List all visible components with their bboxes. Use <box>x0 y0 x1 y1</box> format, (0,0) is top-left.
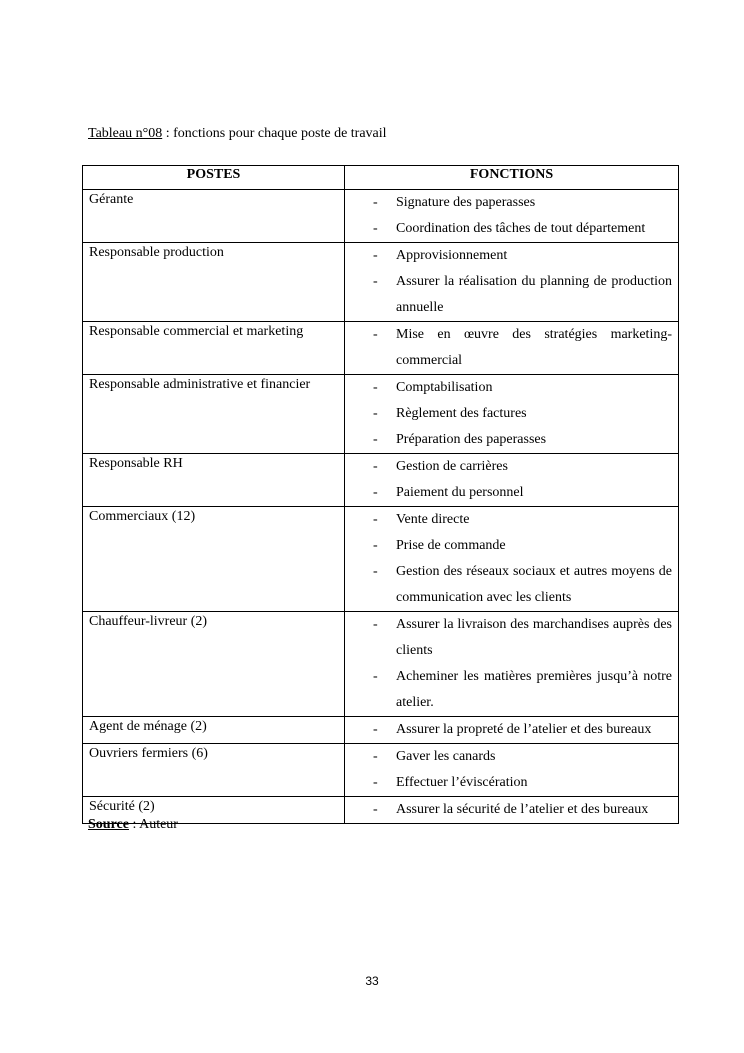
bullet-dash: - <box>373 406 378 421</box>
fonctions-cell <box>345 322 679 375</box>
fonctions-list <box>345 797 672 823</box>
poste-cell: Commerciaux (12) <box>83 507 345 612</box>
fonction-text: Règlement des factures <box>396 406 527 421</box>
list-item <box>345 243 672 269</box>
fonction-text: Assurer la propreté de l’atelier et des bureaux <box>396 722 652 737</box>
poste-cell: Ouvriers fermiers (6) <box>83 744 345 797</box>
poste-cell: Responsable production <box>83 243 345 322</box>
fonction-text: Assurer la réalisation du planning de production annuelle <box>396 274 672 315</box>
table-caption-text: : fonctions pour chaque poste de travail <box>162 126 387 141</box>
list-item <box>345 375 672 401</box>
list-item <box>345 612 672 664</box>
fonctions-cell <box>345 454 679 507</box>
list-item <box>345 533 672 559</box>
list-item <box>345 744 672 770</box>
bullet-dash: - <box>373 775 378 790</box>
fonctions-list <box>345 717 672 743</box>
fonction-text: Gestion des réseaux sociaux et autres moyens de communication avec les clients <box>396 564 672 605</box>
list-item <box>345 664 672 716</box>
fonctions-list <box>345 744 672 796</box>
fonction-text: Signature des paperasses <box>396 195 536 210</box>
fonction-text: Gestion de carrières <box>396 459 508 474</box>
fonctions-cell <box>345 243 679 322</box>
table-row <box>83 243 679 322</box>
list-item <box>345 717 672 743</box>
poste-cell: Responsable RH <box>83 454 345 507</box>
table-caption-label: Tableau n°08 <box>88 126 163 141</box>
table-row <box>83 190 679 243</box>
poste-cell: Agent de ménage (2) <box>83 717 345 744</box>
header-postes: POSTES <box>83 166 345 190</box>
fonction-text: Mise en œuvre des stratégies marketing-commercial <box>396 327 672 368</box>
fonction-text: Approvisionnement <box>396 248 508 263</box>
fonctions-cell <box>345 797 679 824</box>
table-header-row <box>83 166 679 190</box>
table-body <box>83 190 679 824</box>
list-item <box>345 322 672 374</box>
fonction-text: Effectuer l’éviscération <box>396 775 528 790</box>
table-row <box>83 717 679 744</box>
fonction-text: Vente directe <box>396 512 470 527</box>
fonctions-cell <box>345 507 679 612</box>
bullet-dash: - <box>373 512 378 527</box>
bullet-dash: - <box>373 617 378 632</box>
fonctions-list <box>345 612 672 716</box>
bullet-dash: - <box>373 538 378 553</box>
fonction-text: Acheminer les matières premières jusqu’à notre atelier. <box>396 669 672 710</box>
bullet-dash: - <box>373 564 378 579</box>
fonction-text: Paiement du personnel <box>396 485 524 500</box>
bullet-dash: - <box>373 749 378 764</box>
list-item <box>345 454 672 480</box>
fonctions-list <box>345 454 672 506</box>
fonctions-cell <box>345 744 679 797</box>
fonction-text: Prise de commande <box>396 538 506 553</box>
fonction-text: Gaver les canards <box>396 749 496 764</box>
poste-cell: Gérante <box>83 190 345 243</box>
list-item <box>345 507 672 533</box>
fonction-text: Coordination des tâches de tout département <box>396 221 646 236</box>
header-fonctions: FONCTIONS <box>345 166 679 190</box>
bullet-dash: - <box>373 327 378 342</box>
source-text: : Auteur <box>128 817 178 832</box>
fonctions-cell <box>345 612 679 717</box>
list-item <box>345 797 672 823</box>
bullet-dash: - <box>373 722 378 737</box>
table-row <box>83 322 679 375</box>
list-item <box>345 216 672 242</box>
poste-cell: Responsable administrative et financier <box>83 375 345 454</box>
poste-cell: Responsable commercial et marketing <box>83 322 345 375</box>
fonction-text: Comptabilisation <box>396 380 493 395</box>
table-caption <box>88 126 387 142</box>
fonction-text: Assurer la sécurité de l’atelier et des bureaux <box>396 802 649 817</box>
list-item <box>345 480 672 506</box>
list-item <box>345 427 672 453</box>
bullet-dash: - <box>373 248 378 263</box>
fonctions-list <box>345 507 672 611</box>
list-item <box>345 269 672 321</box>
bullet-dash: - <box>373 221 378 236</box>
bullet-dash: - <box>373 380 378 395</box>
bullet-dash: - <box>373 459 378 474</box>
bullet-dash: - <box>373 802 378 817</box>
source-label: Source <box>88 817 129 832</box>
list-item <box>345 770 672 796</box>
fonctions-list <box>345 243 672 321</box>
table-row <box>83 612 679 717</box>
table-row <box>83 375 679 454</box>
fonction-text: Préparation des paperasses <box>396 432 547 447</box>
fonctions-list <box>345 322 672 374</box>
fonctions-cell <box>345 190 679 243</box>
table-row <box>83 744 679 797</box>
list-item <box>345 401 672 427</box>
poste-cell: Sécurité (2) <box>83 797 345 824</box>
fonctions-list <box>345 375 672 453</box>
bullet-dash: - <box>373 274 378 289</box>
source-note <box>88 817 178 833</box>
table-row <box>83 454 679 507</box>
page-number: 33 <box>365 974 379 988</box>
bullet-dash: - <box>373 195 378 210</box>
fonctions-cell <box>345 717 679 744</box>
bullet-dash: - <box>373 432 378 447</box>
list-item <box>345 559 672 611</box>
fonctions-list <box>345 190 672 242</box>
functions-table <box>82 165 679 824</box>
fonction-text: Assurer la livraison des marchandises auprès des clients <box>396 617 672 658</box>
fonctions-cell <box>345 375 679 454</box>
poste-cell: Chauffeur-livreur (2) <box>83 612 345 717</box>
bullet-dash: - <box>373 669 378 684</box>
table-row <box>83 507 679 612</box>
list-item <box>345 190 672 216</box>
bullet-dash: - <box>373 485 378 500</box>
